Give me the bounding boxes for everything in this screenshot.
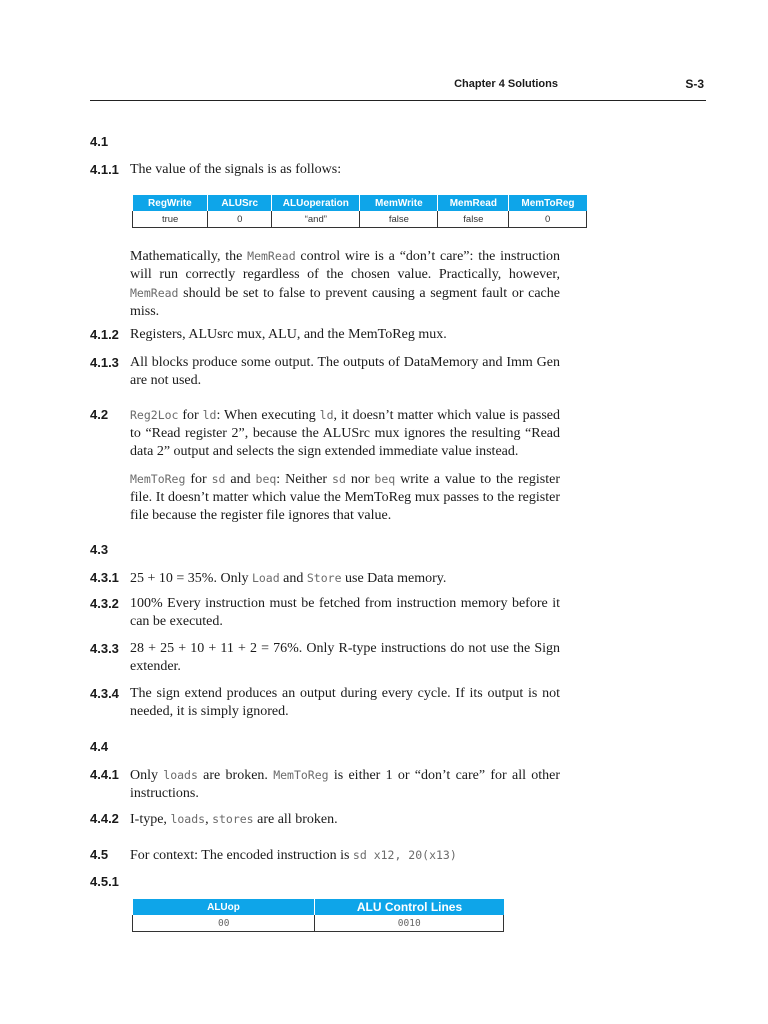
text-run: , it doesn’t matter which value is passed to “Read register 2”, because the ALUSrc mux ignores the resulting “Read data 2” output and selects the sign extended immediate value instead.	[130, 408, 560, 459]
text-run: : Neither	[276, 472, 333, 487]
code-run: loads	[170, 812, 206, 826]
code-run: loads	[163, 768, 198, 782]
item-number: 4.3.1	[90, 570, 119, 585]
text-run: ,	[205, 812, 213, 827]
paragraph-text	[130, 470, 560, 525]
text-run: and	[225, 472, 256, 487]
text-run: is either 1 or “don’t care” for all other instructions.	[130, 768, 561, 801]
text-run: Only	[130, 768, 164, 783]
paragraph-4-3-4	[90, 685, 560, 721]
table-cell: “and”	[272, 211, 360, 228]
paragraph-text	[130, 247, 560, 321]
text-run: For context: The encoded instruction is	[130, 848, 353, 863]
code-run: sd	[211, 472, 226, 486]
col-header: MemToReg	[509, 195, 587, 211]
code-run: stores	[212, 812, 254, 826]
text-run: 25 + 10 = 35%. Only	[130, 571, 252, 586]
paragraph-text: Registers, ALUsrc mux, ALU, and the MemToReg mux.	[130, 327, 447, 342]
paragraph-text: 28 + 25 + 10 + 11 + 2 = 76%. Only R-type instructions do not use the Sign extender.	[130, 641, 560, 674]
text-run: write a value to the register file. It doesn’t matter which value the MemToReg mux passes to the register file because the register file ignores that value.	[130, 472, 561, 523]
section-heading-4-1: 4.1	[90, 134, 109, 149]
text-run: : When executing	[216, 408, 320, 423]
table-header-row	[133, 899, 504, 915]
col-header: ALUop	[133, 899, 315, 915]
text-run: should be set to false to prevent causing a segment fault or cache miss.	[130, 286, 560, 319]
paragraph-4-1-1	[90, 161, 560, 179]
item-number: 4.1.3	[90, 355, 119, 370]
item-number: 4.2	[90, 407, 109, 422]
col-header: ALUoperation	[272, 195, 360, 211]
paragraph-text	[130, 569, 560, 588]
text-run: I-type,	[130, 812, 171, 827]
table-header-row	[133, 195, 587, 211]
paragraph-4-2	[90, 406, 560, 461]
chapter-title: Chapter 4 Solutions	[454, 78, 558, 90]
paragraph-text: 100% Every instruction must be fetched from instruction memory before it can be executed.	[130, 596, 560, 629]
section-heading-4-4: 4.4	[90, 739, 109, 754]
item-number: 4.4.2	[90, 811, 119, 826]
table-cell: 0010	[315, 915, 504, 932]
paragraph-4-4-1	[90, 766, 560, 803]
section-heading-4-3: 4.3	[90, 542, 109, 557]
text-run: are broken.	[197, 768, 274, 783]
item-number: 4.3.3	[90, 641, 119, 656]
code-run: Store	[306, 571, 342, 585]
table-cell: false	[438, 211, 509, 228]
paragraph-4-3-1	[90, 569, 560, 588]
paragraph-4-1-3	[90, 354, 560, 390]
code-run: Reg2Loc	[130, 408, 179, 422]
paragraph-text	[130, 846, 560, 865]
code-run: MemRead	[247, 249, 296, 263]
code-run: Load	[251, 571, 280, 585]
paragraph-text	[130, 810, 560, 829]
code-run: MemRead	[130, 286, 179, 300]
signals-table	[132, 195, 587, 228]
paragraph-text	[130, 766, 560, 803]
code-run: beq	[374, 472, 396, 486]
code-run: ld	[319, 408, 334, 422]
item-number: 4.3.4	[90, 686, 119, 701]
code-run: beq	[255, 472, 277, 486]
item-number: 4.4.1	[90, 767, 119, 782]
page-number: S-3	[685, 77, 704, 91]
table-cell: 0	[509, 211, 587, 228]
text-run: control wire is a “don’t care”: the instruction will run correctly regardless of the chosen value. Practically, however,	[130, 249, 560, 282]
paragraph-text: All blocks produce some output. The outputs of DataMemory and Imm Gen are not used.	[130, 355, 560, 388]
item-number: 4.1.2	[90, 327, 119, 342]
text-run: are all broken.	[253, 812, 338, 827]
paragraph-memread	[90, 247, 560, 321]
paragraph-text	[130, 406, 560, 461]
text-run: and	[279, 571, 307, 586]
alu-control-table	[132, 899, 504, 932]
text-run: Mathematically, the	[130, 249, 248, 264]
table-cell: true	[133, 211, 208, 228]
table-row	[133, 211, 587, 228]
paragraph-4-3-3	[90, 640, 560, 676]
item-number: 4.3.2	[90, 596, 119, 611]
code-run: MemToReg	[273, 768, 329, 782]
text-run: nor	[345, 472, 375, 487]
paragraph-4-2-memtoreg	[90, 470, 560, 525]
col-header: MemRead	[438, 195, 509, 211]
item-number: 4.1.1	[90, 162, 119, 177]
section-heading-4-5-1: 4.5.1	[90, 874, 119, 889]
paragraph-4-5	[90, 846, 560, 865]
paragraph-4-1-2	[90, 326, 560, 344]
code-run: sd x12, 20(x13)	[352, 848, 457, 862]
paragraph-text: The sign extend produces an output during every cycle. If its output is not needed, it is simply ignored.	[130, 686, 560, 719]
table-cell: false	[360, 211, 438, 228]
code-run: ld	[202, 408, 217, 422]
paragraph-4-3-2	[90, 595, 560, 631]
code-run: MemToReg	[130, 472, 186, 486]
col-header: ALU Control Lines	[315, 899, 504, 915]
table-row	[133, 915, 504, 932]
table-cell: 00	[133, 915, 315, 932]
text-run: for	[185, 472, 212, 487]
paragraph-4-4-2	[90, 810, 560, 829]
item-number: 4.5	[90, 847, 109, 862]
col-header: RegWrite	[133, 195, 208, 211]
text-run: for	[178, 408, 203, 423]
col-header: ALUSrc	[208, 195, 272, 211]
col-header: MemWrite	[360, 195, 438, 211]
page-header	[90, 76, 706, 101]
text-run: use Data memory.	[341, 571, 447, 586]
table-cell: 0	[208, 211, 272, 228]
paragraph-text: The value of the signals is as follows:	[130, 162, 342, 177]
code-run: sd	[332, 472, 346, 486]
